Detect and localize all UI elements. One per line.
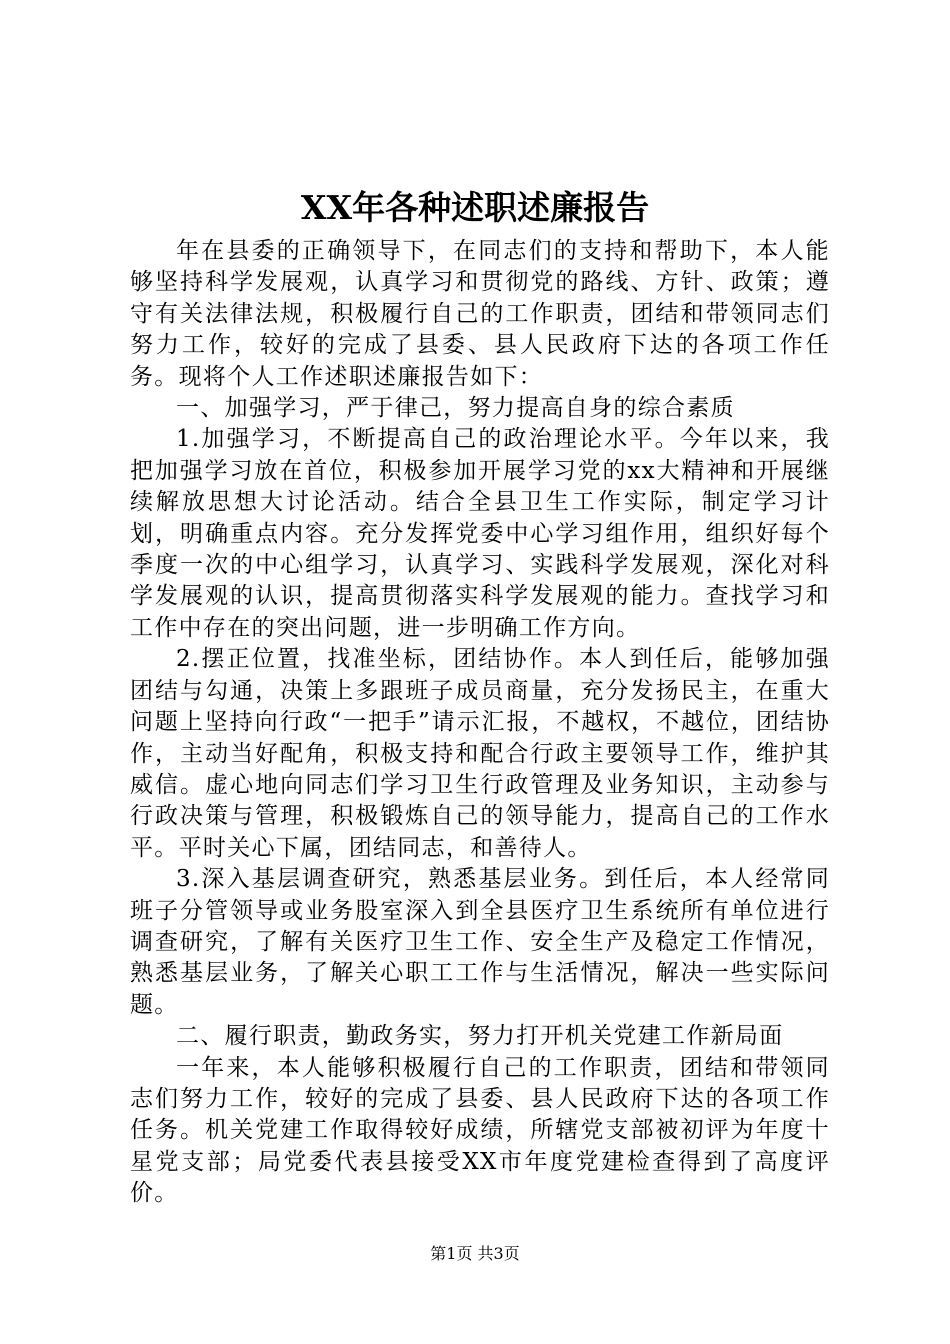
paragraph-1-1: 1.加强学习，不断提高自己的政治理论水平。今年以来，我把加强学习放在首位，积极参加开展学习党的xx大精神和开展继续解放思想大讨论活动。结合全县卫生工作实际，制定学习计划，明确重点内容。充分发挥党委中心学习组作用，组织好每个季度一次的中心组学习，认真学习、实践科学发展观，深化对科学发展观的认识，提高贯彻落实科学发展观的能力。查找学习和工作中存在的突出问题，进一步明确工作方向。: [130, 426, 830, 641]
paragraph-2-1: 一年来，本人能够积极履行自己的工作职责，团结和带领同志们努力工作，较好的完成了县委、县人民政府下达的各项工作任务。机关党建工作取得较好成绩，所辖党支部被初评为年度十星党支部；局党委代表县接受XX市年度党建检查得到了高度评价。: [130, 1054, 830, 1207]
paragraph-1-2: 2.摆正位置，找准坐标，团结协作。本人到任后，能够加强团结与勾通，决策上多跟班子成员商量，充分发扬民主，在重大问题上坚持向行政“一把手”请示汇报，不越权，不越位，团结协作，主动当好配角，积极支持和配合行政主要领导工作，维护其威信。虚心地向同志们学习卫生行政管理及业务知识，主动参与行政决策与管理，积极锻炼自己的领导能力，提高自己的工作水平。平时关心下属，团结同志，和善待人。: [130, 646, 830, 861]
section-heading-1: 一、加强学习，严于律己，努力提高自身的综合素质: [176, 395, 735, 422]
document-body: [130, 236, 830, 1210]
section-heading-2: 二、履行职责，勤政务实，努力打开机关党建工作新局面: [176, 1023, 784, 1050]
paragraph-1-3: 3.深入基层调查研究，熟悉基层业务。到任后，本人经常同班子分管领导或业务股室深入到全县医疗卫生系统所有单位进行调查研究，了解有关医疗卫生工作、安全生产及稳定工作情况，熟悉基层业务，了解关心职工工作与生活情况，解决一些实际问题。: [130, 866, 830, 1018]
paragraph-intro: 年在县委的正确领导下，在同志们的支持和帮助下，本人能够坚持科学发展观，认真学习和贯彻党的路线、方针、政策；遵守有关法律法规，积极履行自己的工作职责，团结和带领同志们努力工作，较好的完成了县委、县人民政府下达的各项工作任务。现将个人工作述职述廉报告如下：: [130, 238, 830, 390]
document-title: XX年各种述职述廉报告: [300, 188, 650, 227]
page-number-footer: 第1页 共3页: [430, 1244, 520, 1263]
